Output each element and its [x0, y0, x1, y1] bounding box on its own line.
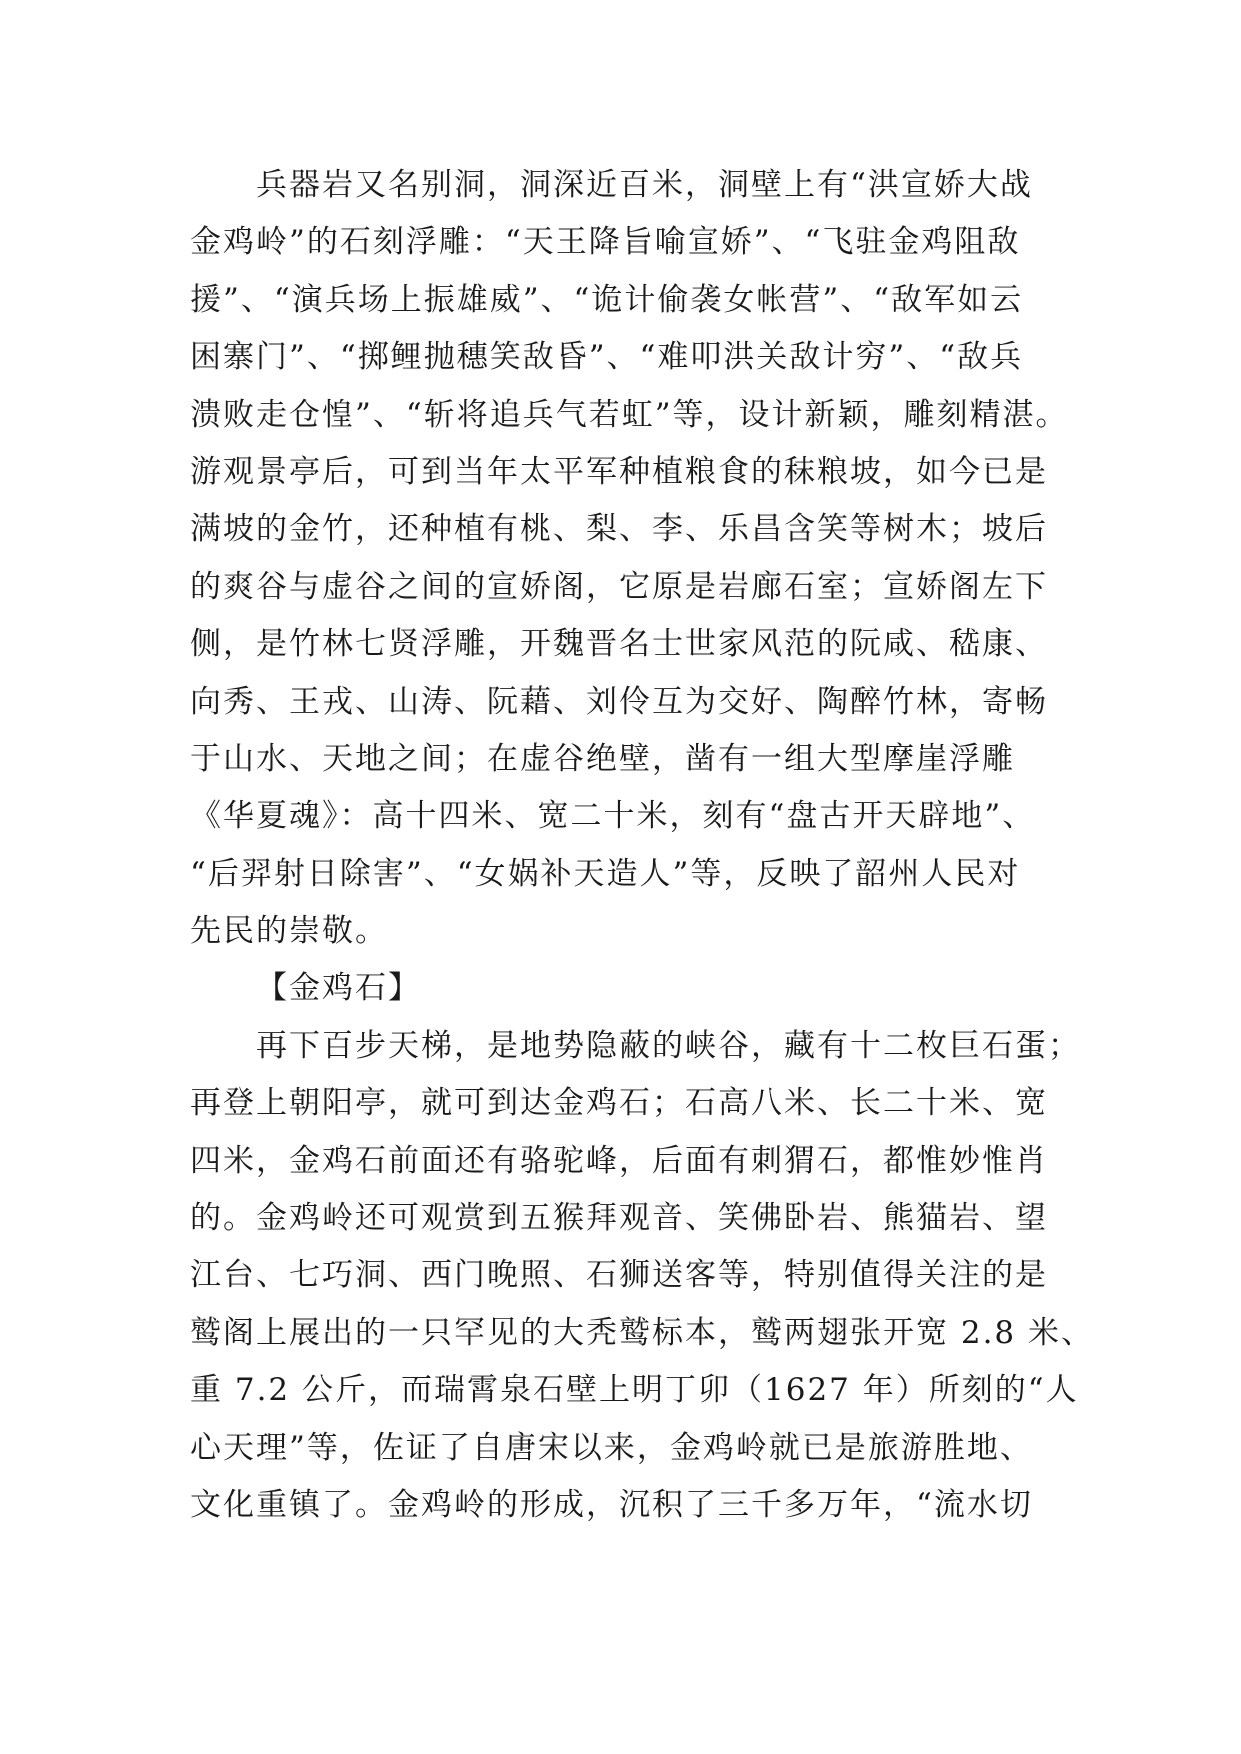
paragraph-line: 的爽谷与虚谷之间的宣娇阁，它原是岩廊石室；宣娇阁左下: [190, 568, 1048, 605]
paragraph-line: 先民的崇敬。: [190, 913, 388, 950]
paragraph-line: 向秀、王戎、山涛、阮藉、刘伶互为交好、陶醉竹林，寄畅: [190, 683, 1048, 720]
paragraph-line: 满坡的金竹，还种植有桃、梨、李、乐昌含笑等树木；坡后: [190, 511, 1048, 548]
paragraph-line: 溃败走仓惶”、“斩将追兵气若虹”等，设计新颖，雕刻精湛。: [190, 396, 1069, 433]
paragraph-line: 四米，金鸡石前面还有骆驼峰，后面有刺猬石，都惟妙惟肖: [190, 1142, 1048, 1179]
paragraph-line: 再登上朝阳亭，就可到达金鸡石；石高八米、长二十米、宽: [190, 1085, 1048, 1122]
paragraph-line: 《华夏魂》：高十四米、宽二十米，刻有“盘古开天辟地”、: [190, 798, 1036, 835]
paragraph-line: 再下百步天梯，是地势隐蔽的峡谷，藏有十二枚巨石蛋；: [256, 1027, 1081, 1064]
paragraph-line: 金鸡岭”的石刻浮雕：“天王降旨喻宣娇”、“飞驻金鸡阻敌: [190, 224, 1021, 261]
paragraph-line: 的。金鸡岭还可观赏到五猴拜观音、笑佛卧岩、熊猫岩、望: [190, 1200, 1048, 1237]
paragraph-line: “后羿射日除害”、“女娲补天造人”等，反映了韶州人民对: [190, 855, 1021, 892]
paragraph-line: 兵器岩又名别洞，洞深近百米，洞壁上有“洪宣娇大战: [256, 167, 1033, 203]
paragraph-line: 江台、七巧洞、西门晚照、石狮送客等，特别值得关注的是: [190, 1257, 1048, 1294]
paragraph-line: 鹫阁上展出的一只罕见的大秃鹫标本，鹫两翅张开宽 2.8 米、: [190, 1314, 1095, 1351]
paragraph-line: 侧，是竹林七贤浮雕，开魏晋名士世家风范的阮咸、嵇康、: [190, 626, 1048, 663]
paragraph-line: 重 7.2 公斤，而瑞霄泉石壁上明丁卯（1627 年）所刻的“人: [190, 1372, 1079, 1409]
paragraph-line: 心天理”等，佐证了自唐宋以来，金鸡岭就已是旅游胜地、: [190, 1429, 1033, 1466]
document-body: [190, 157, 1095, 1534]
paragraph-line: 困寨门”、“掷鲤抛穗笑敌昏”、“难叩洪关敌计穷”、“敌兵: [190, 339, 1024, 376]
paragraph-line: 游观景亭后，可到当年太平军种植粮食的秣粮坡，如今已是: [190, 453, 1048, 490]
section-heading: 【金鸡石】: [256, 970, 421, 1007]
paragraph-line: 文化重镇了。金鸡岭的形成，沉积了三千多万年，“流水切: [190, 1486, 1033, 1523]
paragraph-line: 援”、“演兵场上振雄威”、“诡计偷袭女帐营”、“敌军如云: [190, 281, 1024, 318]
paragraph-line: 于山水、天地之间；在虚谷绝壁，凿有一组大型摩崖浮雕: [190, 740, 1015, 777]
